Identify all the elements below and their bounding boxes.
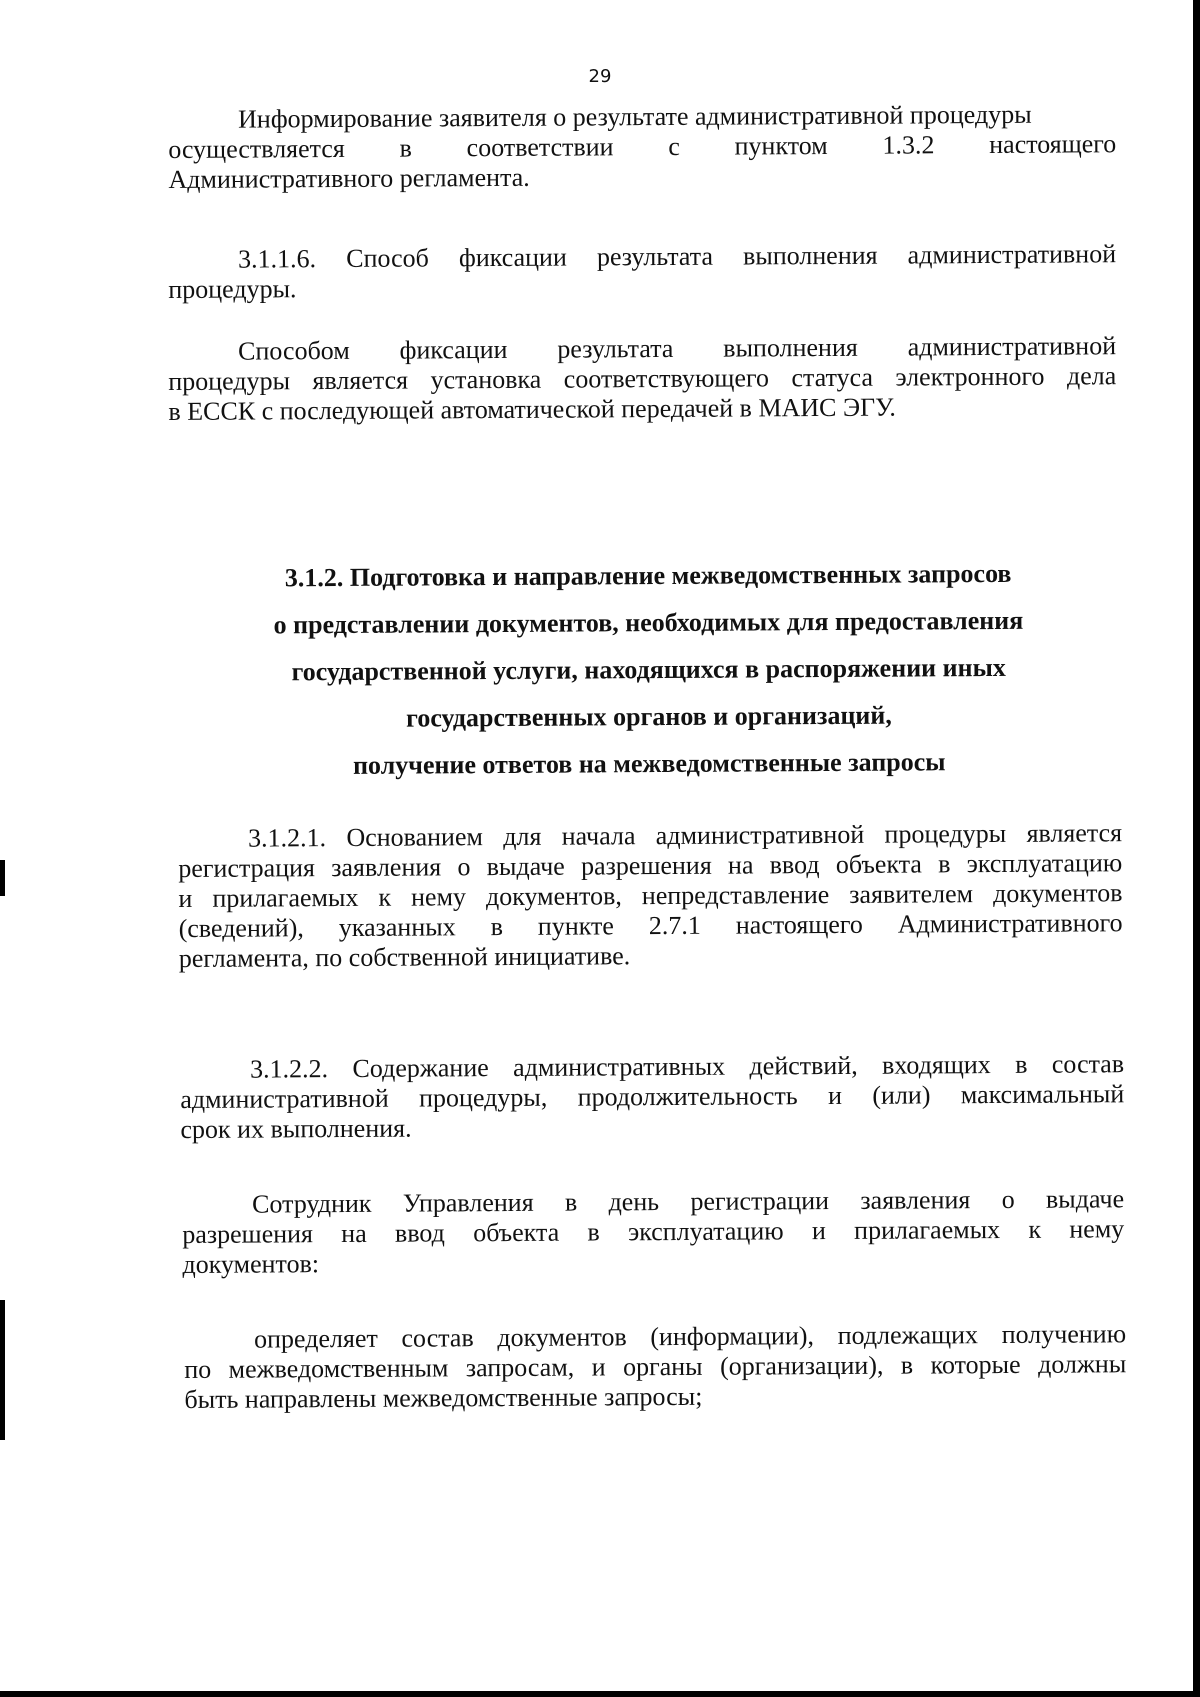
text-line: определяет состав документов (информации), подлежащих получению <box>253 1319 1127 1354</box>
page-number: 29 <box>588 66 612 87</box>
text-line: 3.1.1.6. Способ фиксации результата выполнения административной <box>237 239 1117 274</box>
text-line: Сотрудник Управления в день регистрации заявления о выдаче <box>251 1184 1125 1219</box>
scan-edge-left-mark <box>0 1300 5 1440</box>
text-line: по межведомственным запросам, и органы (организации), в которые должны <box>184 1349 1127 1384</box>
heading-line: 3.1.2. Подготовка и направление межведомственных запросов <box>284 558 1012 593</box>
heading-line: государственных органов и организаций, <box>406 700 892 733</box>
text-line: Информирование заявителя о результате административной процедуры <box>237 99 1032 134</box>
text-line: в ЕССК с последующей автоматической передачей в МАИС ЭГУ. <box>168 392 896 426</box>
text-line: процедуры является установка соответствующего статуса электронного дела <box>168 361 1117 396</box>
heading-line: о представлении документов, необходимых для предоставления <box>273 605 1024 640</box>
text-line: и прилагаемых к нему документов, непредставление заявителем документов <box>178 878 1123 913</box>
paragraph-fixation-method <box>168 331 1117 427</box>
text-line: регламента, по собственной инициативе. <box>178 941 631 973</box>
text-line: срок их выполнения. <box>180 1113 412 1144</box>
text-line: процедуры. <box>168 274 297 304</box>
section-heading-3-1-2 <box>172 549 1125 790</box>
text-line: регистрация заявления о выдаче разрешения на ввод объекта в эксплуатацию <box>178 848 1123 883</box>
text-line: административной процедуры, продолжительность и (или) максимальный <box>180 1079 1125 1114</box>
scan-edge-left-mark <box>0 860 5 896</box>
paragraph-3-1-2-1 <box>178 818 1123 974</box>
heading-line: получение ответов на межведомственные запросы <box>352 747 946 780</box>
paragraph-informing <box>168 99 1117 195</box>
text-line: осуществляется в соответствии с пунктом 1.3.2 настоящего <box>168 129 1117 164</box>
text-line: 3.1.2.1. Основанием для начала административной процедуры является <box>247 818 1123 853</box>
paragraph-employee <box>182 1184 1125 1280</box>
text-line: разрешения на ввод объекта в эксплуатацию и прилагаемых к нему <box>182 1214 1125 1249</box>
text-line: Административного регламента. <box>168 162 530 194</box>
text-line: (сведений), указанных в пункте 2.7.1 настоящего Административного <box>178 908 1123 943</box>
text-line: Способом фиксации результата выполнения административной <box>237 331 1117 366</box>
text-line: быть направлены межведомственные запросы; <box>184 1381 703 1414</box>
paragraph-3-1-2-2 <box>180 1049 1125 1145</box>
text-line: документов: <box>182 1249 320 1279</box>
paragraph-3-1-1-6 <box>168 239 1116 305</box>
scan-edge-bottom <box>0 1691 1200 1697</box>
heading-line: государственной услуги, находящихся в распоряжении иных <box>291 652 1006 687</box>
scan-edge-right <box>1193 0 1200 1697</box>
text-line: 3.1.2.2. Содержание административных действий, входящих в состав <box>249 1049 1125 1084</box>
paragraph-determines <box>184 1319 1127 1415</box>
